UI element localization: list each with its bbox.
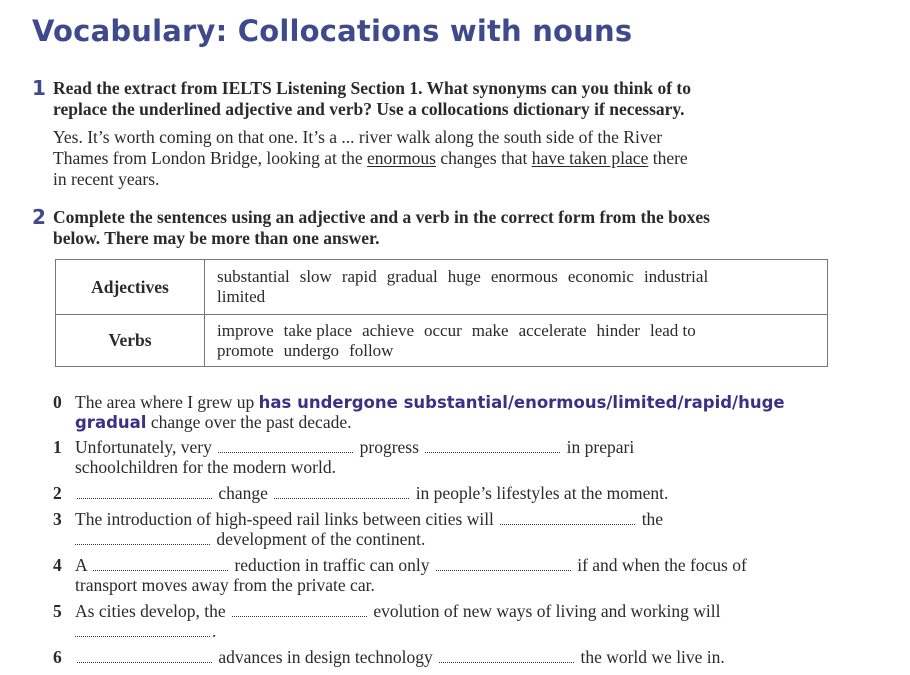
sentence-4 [53,555,747,575]
question-2-number: 2 [32,205,46,229]
adjective-word: economic [567,267,634,286]
answer-blank[interactable] [218,439,353,453]
answer-blank[interactable] [500,511,635,525]
instruction-line: Read the extract from IELTS Listening Section 1. What synonyms can you think of to [53,78,691,98]
verb-word: make [471,320,509,340]
sentence-text: if and when the focus of [577,555,747,575]
sentence-text: progress [359,437,419,457]
sentence-number: 5 [53,601,62,621]
question-1-instruction [53,78,691,120]
extract-text: changes that [436,148,532,168]
answer-blank[interactable] [93,557,228,571]
sentence-text: The introduction of high-speed rail links between cities will [75,509,494,529]
answer-blank[interactable] [75,623,210,637]
verb-word: accelerate [518,320,587,340]
adjective-word: limited [217,287,266,306]
verbs-list [205,315,828,367]
underlined-adjective: enormous [366,148,436,168]
sentence-text: evolution of new ways of living and working will [373,601,721,621]
adjectives-row [56,260,828,315]
adjective-word: huge [447,267,481,286]
extract-text: Thames from London Bridge, looking at the [53,148,367,168]
adjectives-list [205,260,828,315]
adjective-word: rapid [341,267,377,286]
verb-word: achieve [362,320,414,340]
sentence-2 [53,483,668,503]
sentence-text: reduction in traffic can only [234,555,430,575]
adjectives-header: Adjectives [56,260,205,315]
sentence-6 [53,647,725,667]
answer-blank[interactable] [436,557,571,571]
extract-line: Yes. It’s worth coming on that one. It’s a ... river walk along the south side of the River [53,127,663,147]
verbs-row [56,315,828,367]
extract-text: there [648,148,688,168]
page-title: Vocabulary: Collocations with nouns [32,14,633,48]
sentence-4-line-2 [75,575,375,595]
verb-word: promote [217,340,274,360]
verbs-header: Verbs [56,315,205,367]
sentence-text: advances in design technology [218,647,433,667]
sentence-text: . [212,621,217,641]
sentence-text: development of the continent. [216,529,426,549]
sentence-text: A [75,555,87,575]
answer-blank[interactable] [77,485,212,499]
sentence-number: 0 [53,392,62,412]
verb-word: undergo [283,340,340,360]
adjective-word: gradual [386,267,438,286]
sentence-text: schoolchildren for the modern world. [75,457,336,477]
written-answer: gradual [75,413,147,432]
written-answer: has undergone substantial/enormous/limited/rapid/huge [258,393,785,412]
question-1-number: 1 [32,76,46,100]
sentence-number: 1 [53,437,62,457]
sentence-0 [53,392,785,413]
verb-word: lead to [649,320,696,340]
verb-word: hinder [596,320,640,340]
answer-blank[interactable] [439,649,574,663]
adjective-word: slow [299,267,332,286]
sentence-5-line-2 [75,621,216,641]
sentence-text: in prepari [566,437,635,457]
instruction-line: Complete the sentences using an adjective and a verb in the correct form from the boxes [53,207,710,227]
sentence-1 [53,437,634,457]
sentence-number: 4 [53,555,62,575]
verb-word: follow [349,340,394,360]
sentence-text: Unfortunately, very [75,437,212,457]
answer-blank[interactable] [75,531,210,545]
sentence-number: 3 [53,509,62,529]
sentence-text: the world we live in. [580,647,725,667]
sentence-0-line-2 [75,412,351,433]
sentence-text: change over the past decade. [150,412,352,432]
sentence-1-line-2 [75,457,336,477]
adjective-word: substantial [217,267,290,286]
adjective-word: enormous [490,267,558,286]
answer-blank[interactable] [425,439,560,453]
instruction-line: below. There may be more than one answer. [53,228,380,248]
word-box-table [55,259,828,367]
sentence-5 [53,601,720,621]
extract-line [53,148,688,169]
question-2-instruction [53,207,710,249]
listening-extract [53,127,688,190]
sentence-number: 6 [53,647,62,667]
sentence-text: the [641,509,664,529]
answer-blank[interactable] [274,485,409,499]
answer-blank[interactable] [77,649,212,663]
underlined-verb: have taken place [531,148,649,168]
sentence-3 [53,509,663,529]
answer-blank[interactable] [232,603,367,617]
instruction-line: replace the underlined adjective and verb? Use a collocations dictionary if necessary. [53,99,685,119]
extract-line: in recent years. [53,169,160,189]
verb-word: take place [283,320,353,340]
verb-word: occur [424,320,462,340]
sentence-3-line-2 [75,529,425,549]
sentence-text: change [218,483,268,503]
verb-word: improve [217,320,274,340]
sentence-text: The area where I grew up [75,392,259,412]
adjective-word: industrial [643,267,709,286]
sentence-text: transport moves away from the private car. [75,575,375,595]
sentence-number: 2 [53,483,62,503]
sentence-text: As cities develop, the [75,601,226,621]
sentence-text: in people’s lifestyles at the moment. [415,483,669,503]
